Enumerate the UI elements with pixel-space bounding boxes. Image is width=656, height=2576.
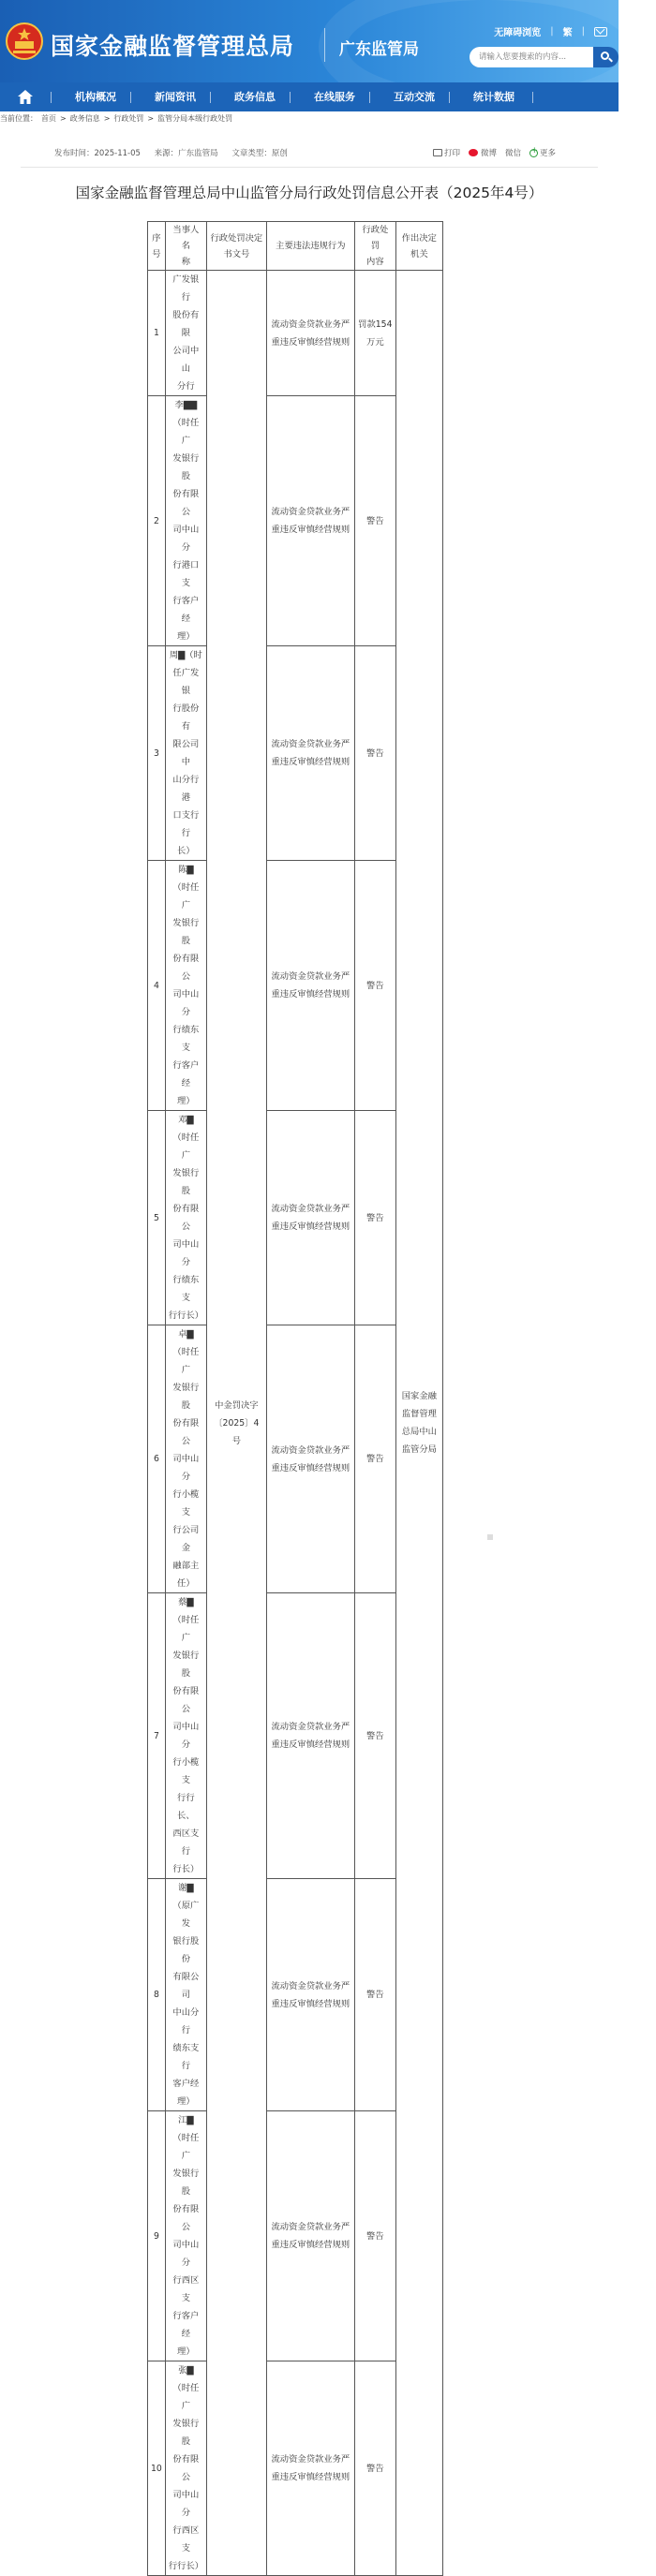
violation-line: 重违反审慎经营规则 — [271, 525, 350, 535]
divider: | — [550, 26, 554, 37]
cell-penalty-content — [354, 2111, 395, 2361]
party-line: （时任广 — [172, 882, 200, 910]
party-line: 绩东支行 — [172, 2043, 200, 2071]
violation-line: 流动资金贷款业务严 — [271, 1204, 350, 1214]
weibo-icon — [469, 149, 478, 156]
nav-divider — [449, 92, 450, 103]
cell-no: 2 — [148, 396, 166, 646]
cell-penalty-content — [354, 1593, 395, 1879]
party-line: 行小榄支 — [172, 1757, 200, 1785]
cell-violation — [266, 271, 354, 396]
penalty-content-line: 万元 — [366, 336, 384, 348]
cell-party — [165, 2361, 206, 2576]
nav-divider — [210, 92, 211, 103]
penalty-content-line: 警告 — [366, 980, 384, 991]
violation-line: 重违反审慎经营规则 — [271, 1740, 350, 1750]
party-line: 口支行行 — [172, 810, 200, 838]
article-source: 来源：广东监管局 — [154, 149, 218, 158]
party-line: （时任广 — [172, 1615, 200, 1643]
cell-penalty-content — [354, 861, 395, 1111]
party-line: 行绩东支 — [172, 1025, 200, 1053]
party-line: 行小榄支 — [172, 1489, 200, 1517]
publish-time: 发布时间：2025-11-05 — [54, 149, 141, 158]
cell-party — [165, 1593, 206, 1879]
party-line: 西区支行 — [172, 1828, 200, 1857]
party-line: 份有限公 — [172, 1686, 200, 1714]
cell-doc-number — [206, 271, 266, 2576]
party-line: 卓▇ — [178, 1329, 194, 1340]
party-line: （时任广 — [172, 1133, 200, 1161]
violation-line: 流动资金贷款业务严 — [271, 2454, 350, 2465]
penalty-content-line: 警告 — [366, 2230, 384, 2242]
cell-penalty-content — [354, 646, 395, 861]
col-header-doc: 行政处罚决定 书文号 — [206, 222, 266, 271]
party-line: 任广发银 — [172, 668, 200, 696]
party-line: 广发银行 — [172, 274, 200, 303]
party-line: 份有限公 — [172, 2454, 200, 2482]
col-header-content: 行政处罚 内容 — [354, 222, 395, 271]
share-toolbar — [433, 147, 564, 158]
cell-violation — [266, 1325, 354, 1593]
party-line: 行客户经 — [172, 2311, 200, 2339]
nav-divider — [290, 92, 291, 103]
nav-item-government-info[interactable]: 政务信息 — [234, 91, 276, 103]
cell-party — [165, 1111, 206, 1325]
authority-line: 总局中山 — [401, 1427, 437, 1437]
violation-line: 流动资金贷款业务严 — [271, 1980, 350, 1991]
violation-line: 重违反审慎经营规则 — [271, 757, 350, 767]
party-line: 限公司中 — [172, 739, 200, 767]
article-type: 文章类型：原创 — [231, 149, 288, 158]
party-line: 长） — [177, 846, 195, 856]
party-line: 行行长） — [168, 1310, 204, 1321]
violation-line: 流动资金贷款业务严 — [271, 318, 350, 330]
violation-line: 重违反审慎经营规则 — [271, 1462, 350, 1473]
party-line: 发银行股 — [172, 2419, 200, 2447]
cell-party — [165, 271, 206, 396]
col-header-violation: 主要违法违规行为 — [266, 222, 354, 271]
col-header-authority: 作出决定 机关 — [395, 222, 442, 271]
breadcrumb-item-penalty[interactable]: 行政处罚 — [113, 114, 144, 123]
cell-no: 9 — [148, 2111, 166, 2361]
party-line: （时任广 — [172, 2133, 200, 2161]
article-title: 国家金融监督管理总局中山监管分局行政处罚信息公开表（2025年4号） — [75, 185, 544, 201]
nav-item-online-service[interactable]: 在线服务 — [314, 91, 355, 103]
party-line: 山分行港 — [172, 775, 200, 803]
cell-no: 7 — [148, 1593, 166, 1879]
nav-item-interaction[interactable]: 互动交流 — [394, 91, 435, 103]
more-share-button[interactable]: + 更多 — [529, 147, 556, 158]
cell-party — [165, 396, 206, 646]
doc-number-line: 中金罚决字 — [215, 1399, 259, 1411]
party-line: 发银行股 — [172, 2169, 200, 2197]
party-line: 融部主 — [172, 1561, 200, 1571]
nav-divider — [369, 92, 370, 103]
nav-divider — [130, 92, 131, 103]
meta-divider — [21, 167, 598, 168]
cell-penalty-content — [354, 1879, 395, 2111]
search-input[interactable] — [470, 47, 593, 67]
cell-violation — [266, 2111, 354, 2361]
party-line: 任） — [177, 1578, 195, 1589]
violation-line: 流动资金贷款业务严 — [271, 1444, 350, 1456]
violation-line: 重违反审慎经营规则 — [271, 2240, 350, 2250]
accessibility-link[interactable]: 无障碍浏览 — [494, 28, 542, 38]
party-line: 份有限公 — [172, 489, 200, 517]
nav-divider — [532, 92, 533, 103]
main-nav — [0, 82, 619, 111]
penalty-content-line: 警告 — [366, 748, 384, 759]
wechat-share-button[interactable]: 微信 — [505, 149, 522, 158]
cell-no: 10 — [148, 2361, 166, 2576]
party-line: 行行长、 — [177, 1793, 195, 1821]
party-line: 司中山分 — [172, 1454, 200, 1482]
party-line: （时任广 — [172, 2383, 200, 2411]
mail-icon[interactable] — [594, 27, 607, 37]
cell-penalty-content — [354, 396, 395, 646]
penalty-content-line: 警告 — [366, 515, 384, 526]
national-emblem-icon — [6, 21, 43, 62]
penalty-content-line: 警告 — [366, 1454, 384, 1464]
party-line: 行公司金 — [172, 1525, 200, 1553]
breadcrumb: 当前位置： 首页 > 政务信息 > 行政处罚 > 监管分局本级行政处罚 — [0, 114, 233, 123]
violation-line: 流动资金贷款业务严 — [271, 507, 350, 517]
search-button[interactable] — [593, 47, 619, 67]
cell-violation — [266, 2361, 354, 2576]
nav-divider — [51, 92, 52, 103]
party-line: 司中山分 — [172, 1239, 200, 1267]
party-line: 份有限公 — [172, 954, 200, 982]
cell-penalty-content — [354, 1325, 395, 1593]
title-divider — [324, 28, 325, 62]
party-line: 份有限公 — [172, 1418, 200, 1446]
table-body — [148, 271, 443, 2576]
party-line: 司中山分 — [172, 2490, 200, 2518]
breadcrumb-prefix: 当前位置： — [0, 114, 37, 123]
table-row — [148, 271, 443, 396]
cell-violation — [266, 646, 354, 861]
party-line: 理） — [177, 631, 195, 642]
cell-party — [165, 1325, 206, 1593]
party-line: 发银行股 — [172, 1168, 200, 1196]
authority-line: 国家金融 — [401, 1391, 437, 1401]
penalty-content-line: 警告 — [366, 2463, 384, 2474]
party-line: 发银行股 — [172, 453, 200, 481]
site-subtitle: 广东监管局 — [339, 40, 419, 59]
cell-no: 1 — [148, 271, 166, 396]
violation-line: 流动资金贷款业务严 — [271, 1722, 350, 1732]
violation-line: 流动资金贷款业务严 — [271, 739, 350, 749]
cell-violation — [266, 861, 354, 1111]
cell-penalty-content — [354, 271, 395, 396]
penalty-table — [147, 221, 443, 2576]
party-line: 江▇ — [178, 2115, 194, 2125]
party-line: 张▇ — [178, 2365, 194, 2376]
penalty-content-line: 警告 — [366, 1730, 384, 1741]
cell-no: 5 — [148, 1111, 166, 1325]
cell-penalty-content — [354, 2361, 395, 2576]
nav-item-news[interactable]: 新闻资讯 — [155, 91, 196, 103]
penalty-content-line: 罚款154 — [358, 318, 393, 330]
penalty-content-line: 警告 — [366, 1990, 384, 2000]
violation-line: 流动资金贷款业务严 — [271, 2222, 350, 2232]
party-line: （时任广 — [172, 418, 200, 446]
party-line: 发银行股 — [172, 918, 200, 946]
home-icon[interactable] — [17, 89, 34, 105]
party-line: 理） — [177, 2096, 195, 2107]
cell-penalty-content — [354, 1111, 395, 1325]
site-header — [0, 0, 619, 82]
party-line: 银行股份 — [172, 1936, 200, 1964]
party-line: （时任广 — [172, 1347, 200, 1375]
party-line: 中山分行 — [172, 2007, 200, 2036]
violation-line: 重违反审慎经营规则 — [271, 2472, 350, 2482]
party-line: 李▇▇ — [174, 400, 198, 410]
cell-party — [165, 2111, 206, 2361]
party-line: 谢▇ — [178, 1883, 194, 1893]
cell-no: 6 — [148, 1325, 166, 1593]
cell-authority — [395, 271, 442, 2576]
party-line: 公司中山 — [172, 346, 200, 374]
party-line: 有限公司 — [172, 1972, 200, 2000]
table-header-row — [148, 222, 443, 271]
site-title[interactable]: 国家金融监督管理总局 — [51, 33, 295, 60]
cell-no: 4 — [148, 861, 166, 1111]
cell-party — [165, 1879, 206, 2111]
party-line: 行客户经 — [172, 1060, 200, 1088]
party-line: 行西区支 — [172, 2525, 200, 2554]
cell-no: 8 — [148, 1879, 166, 2111]
party-line: 司中山分 — [172, 1722, 200, 1750]
party-line: 行股份有 — [172, 703, 200, 732]
violation-line: 重违反审慎经营规则 — [271, 1221, 350, 1232]
violation-line: 重违反审慎经营规则 — [271, 989, 350, 999]
cell-violation — [266, 396, 354, 646]
cell-no: 3 — [148, 646, 166, 861]
party-line: 份有限公 — [172, 1204, 200, 1232]
traditional-chinese-link[interactable]: 繁 — [562, 28, 573, 38]
violation-line: 重违反审慎经营规则 — [271, 1998, 350, 2009]
breadcrumb-item-branch-penalty[interactable]: 监管分局本级行政处罚 — [157, 114, 233, 123]
party-line: 份有限公 — [172, 2204, 200, 2232]
authority-line: 监管分局 — [401, 1444, 437, 1455]
party-line: 理） — [177, 1096, 195, 1106]
doc-number-line: 〔2025〕4号 — [214, 1417, 260, 1446]
cell-violation — [266, 1879, 354, 2111]
search-bar — [470, 47, 619, 67]
party-line: 司中山分 — [172, 2240, 200, 2268]
breadcrumb-item-home[interactable]: 首页 — [41, 114, 56, 123]
scroll-marker — [487, 1534, 493, 1540]
breadcrumb-item-government-info[interactable]: 政务信息 — [69, 114, 100, 123]
party-line: 蔡▇ — [178, 1597, 194, 1607]
party-line: 发银行股 — [172, 1383, 200, 1411]
party-line: 司中山分 — [172, 525, 200, 553]
party-line: 周▇（时 — [169, 650, 202, 660]
print-icon — [433, 149, 442, 156]
party-line: 发银行股 — [172, 1651, 200, 1679]
party-line: 陈▇ — [178, 865, 194, 875]
article-meta — [54, 147, 299, 158]
authority-line: 监督管理 — [401, 1409, 437, 1419]
nav-item-statistics[interactable]: 统计数据 — [473, 91, 514, 103]
party-line: 分行 — [177, 381, 195, 392]
nav-item-about[interactable]: 机构概况 — [75, 91, 116, 103]
party-line: （原广发 — [172, 1901, 200, 1929]
plus-icon — [529, 149, 538, 157]
col-header-no: 序 号 — [148, 222, 166, 271]
party-line: 邓▇ — [178, 1115, 194, 1125]
cell-violation — [266, 1593, 354, 1879]
party-line: 客户经 — [172, 2079, 200, 2089]
cell-violation — [266, 1111, 354, 1325]
violation-line: 重违反审慎经营规则 — [271, 336, 350, 348]
party-line: 股份有限 — [172, 310, 200, 338]
party-line: 行长） — [172, 1864, 200, 1874]
violation-line: 流动资金贷款业务严 — [271, 971, 350, 982]
party-line: 行西区支 — [172, 2275, 200, 2303]
divider: | — [581, 26, 585, 37]
party-line: 司中山分 — [172, 989, 200, 1017]
cell-party — [165, 861, 206, 1111]
col-header-party: 当事人名 称 — [165, 222, 206, 271]
party-line: 行客户经 — [172, 596, 200, 624]
party-line: 行行长） — [168, 2561, 204, 2571]
party-line: 行绩东支 — [172, 1275, 200, 1303]
penalty-content-line: 警告 — [366, 1212, 384, 1223]
top-links — [494, 24, 607, 38]
weibo-share-button[interactable]: 微博 — [469, 147, 497, 158]
party-line: 理） — [177, 2347, 195, 2357]
cell-party — [165, 646, 206, 861]
party-line: 行港口支 — [172, 560, 200, 588]
print-button[interactable]: 打印 — [433, 147, 460, 158]
